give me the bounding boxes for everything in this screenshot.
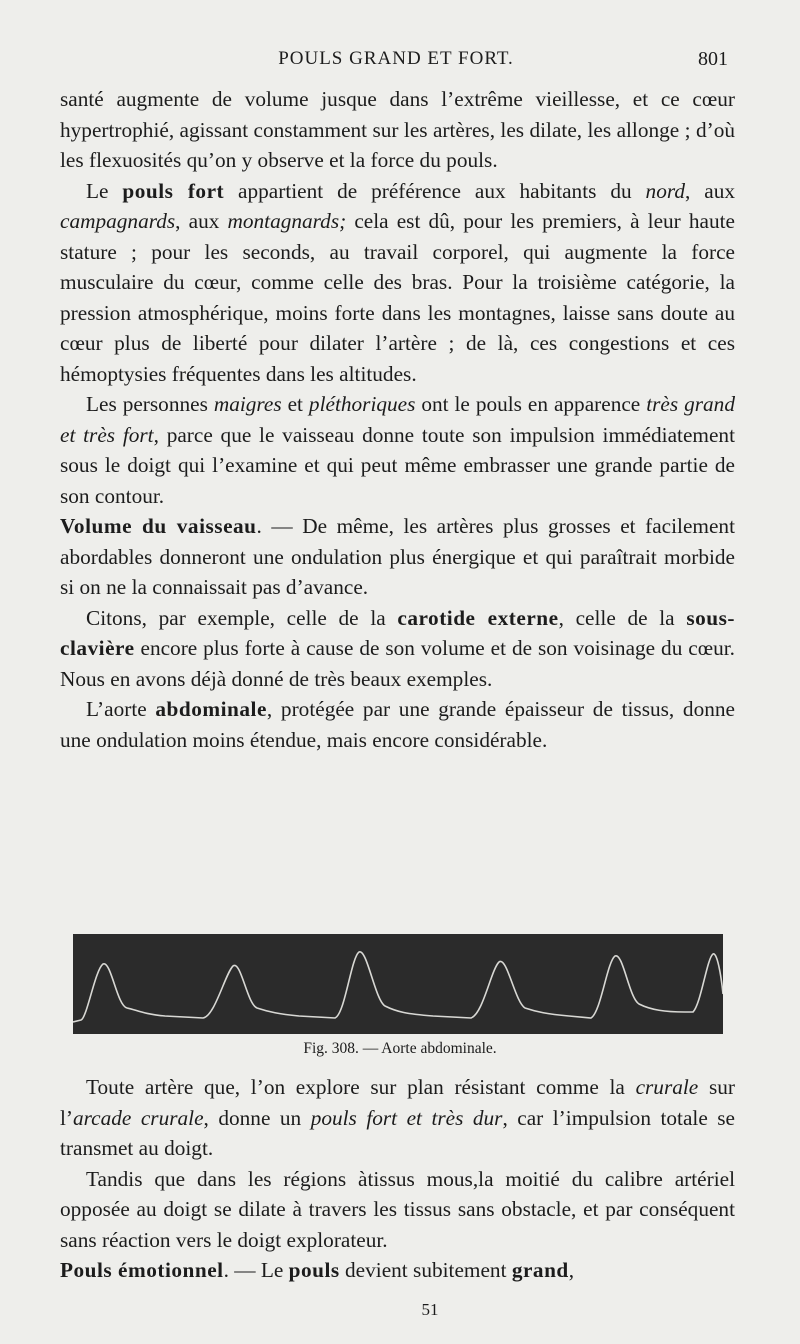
text-run: encore plus forte à cause de son volume et de son voisinage du cœur. Nous en avons déjà donné de très beaux exemples. [60,636,735,691]
pulse-tracing-figure [73,934,723,1034]
italic-term: maigres [213,392,282,416]
text-run: , protégée par une grande épaisseur de tissus, donne une ondulation moins étendue, mais encore considérable. [60,697,735,752]
body-text-bottom [60,1072,735,1286]
bold-term: pouls fort [122,178,225,203]
text-run: sur l’ [60,1075,735,1130]
text-run: , [568,1258,575,1282]
bold-term: grand [511,1258,569,1282]
bold-term: abdominale [155,697,267,721]
text-run: , celle de la [558,605,687,630]
text-run: Toute artère que, l’on explore sur plan résistant comme la [86,1075,636,1099]
italic-term: très grand et très fort [60,392,735,447]
body-text-top [60,84,735,755]
italic-term: campagnards [60,209,176,233]
text-run: cela est dû, pour les premiers, à leur haute stature ; pour les seconds, au travail corporel, qui augmente la force musculaire du cœur, comme celle des bras. Pour la troisième catégorie, la pression atmosphérique, moins forte dans les montagnes, laisse sans doute au cœur plus de liberté pour dilater l’artère ; de là, ces congestions et ces hémoptysies fréquentes dans les altitudes. [60,209,735,386]
paragraph-9 [60,1255,735,1286]
paragraph-7 [60,1072,735,1164]
paragraph-5 [60,603,735,695]
section-heading-inline: Pouls émotionnel [60,1258,224,1282]
text-run: et [281,392,309,416]
printer-signature: 51 [421,1300,439,1319]
text-run: , aux [175,209,228,233]
text-run: Le [86,178,123,203]
italic-term: montagnards; [227,209,347,233]
bold-term: carotide externe [397,605,559,630]
italic-term: pléthoriques [308,392,416,416]
paragraph-8 [60,1164,735,1256]
text-run: , donne un [203,1105,311,1130]
text-run: , car l’impulsion totale se transmet au doigt. [60,1105,735,1160]
paragraph-1 [60,84,735,176]
paragraph-3 [60,389,735,511]
figure-caption: Fig. 308. — Aorte abdominale. [303,1040,497,1057]
text-run: , aux [685,178,735,203]
text-run: appartient de préférence aux habitants du [224,178,646,203]
paragraph-2 [60,176,735,390]
text-run: devient subitement [339,1258,512,1282]
bold-term: sous-clavière [60,605,735,660]
text-run: Les personnes [86,392,214,416]
italic-term: arcade crurale [73,1105,204,1130]
text-run: , parce que le vaisseau donne toute son impulsion immédiatement sous le doigt qui l’examine et qui peut même embrasser une grande partie de son contour. [60,422,735,508]
paragraph-4 [60,511,735,603]
text-run: santé augmente de volume jusque dans l’extrême vieillesse, et ce cœur hypertrophié, agissant constamment sur les artères, les dilate, les allonge ; d’où les flexuosités qu’on y observe et la force du pouls. [60,87,735,172]
page-number: 801 [698,48,728,70]
running-title: POULS GRAND ET FORT. [278,48,514,69]
paragraph-6 [60,694,735,755]
text-run: ont le pouls en apparence [415,392,647,416]
pulse-waveform [73,934,723,1034]
section-heading-inline: Volume du vaisseau [60,514,257,538]
text-run: Citons, par exemple, celle de la [86,605,398,630]
text-run: . — Le [223,1258,289,1282]
text-run: L’aorte [86,697,156,721]
italic-term: pouls fort et très dur [310,1105,503,1130]
page-header [60,48,732,74]
text-run: . — De même, les artères plus grosses et facilement abordables donneront une ondulation plus énergique et qui paraîtrait morbide si on ne la connaissait pas d’avance. [60,514,735,599]
bold-term: pouls [288,1258,340,1282]
italic-term: nord [645,178,685,203]
italic-term: crurale [635,1075,699,1099]
text-run: Tandis que dans les régions àtissus mous,la moitié du calibre artériel opposée au doigt se dilate à travers les tissus sans obstacle, et par conséquent sans réaction vers le doigt explorateur. [60,1166,735,1252]
